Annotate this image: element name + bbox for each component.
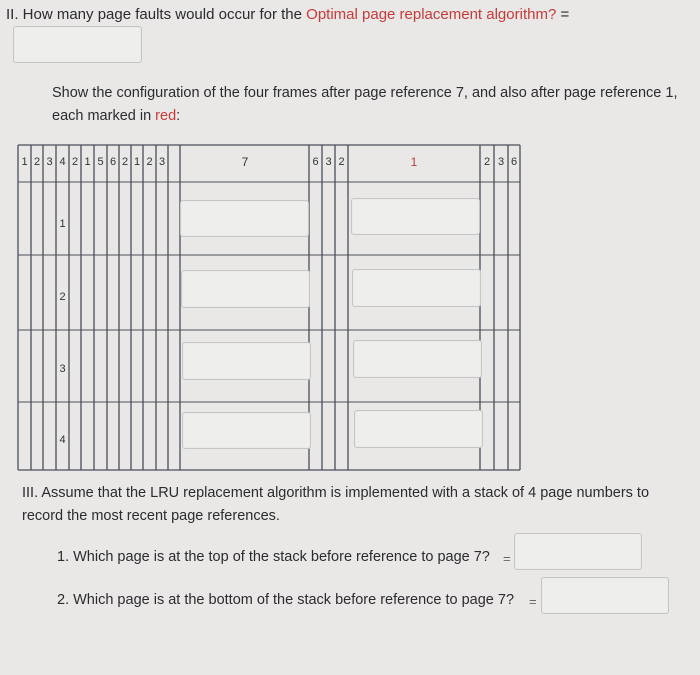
frame-4-after-7-box[interactable] [182, 412, 311, 449]
reference-cell: 1 [84, 156, 91, 168]
instructions-text: Show the configuration of the four frames after page reference 7, and also after page reference 1, each marked in red: [52, 85, 678, 124]
reference-cell: 6 [312, 156, 319, 168]
question-2-text: II. How many page faults would occur for the Optimal page replacement algorithm? = [6, 6, 570, 23]
reference-cell: 3 [325, 156, 332, 168]
frame-1-after-7-box[interactable] [180, 200, 309, 237]
frame-3-after-7-box[interactable] [182, 342, 311, 380]
reference-cell: 1 [21, 156, 28, 168]
equals-sign: = [529, 594, 537, 609]
reference-cell: 6 [109, 156, 117, 168]
marked-reference-1: 1 [410, 155, 418, 169]
top-of-stack-answer-box[interactable] [514, 533, 642, 570]
reference-cell: 3 [158, 156, 166, 168]
optimal-algorithm-highlight: Optimal page replacement algorithm? [306, 6, 557, 23]
reference-cell: 5 [97, 156, 104, 168]
bottom-of-stack-answer-box[interactable] [541, 577, 669, 614]
reference-cell: 1 [133, 156, 141, 168]
frame-cell: 2 [59, 291, 66, 303]
frame-2-after-7-box[interactable] [181, 270, 310, 308]
reference-cell: 2 [483, 156, 491, 168]
frame-2-after-1-box[interactable] [352, 269, 481, 307]
reference-cell: 3 [497, 156, 505, 168]
reference-cell: 6 [510, 156, 518, 168]
reference-cell: 2 [338, 156, 345, 168]
marked-reference-7: 7 [241, 155, 249, 169]
frame-cell: 1 [59, 218, 66, 230]
frame-1-after-1-box[interactable] [351, 198, 480, 235]
question-3-1-text: 1. Which page is at the top of the stack before reference to page 7? [57, 549, 490, 565]
frame-cell: 3 [59, 363, 66, 375]
reference-cell: 2 [33, 156, 41, 168]
frame-4-after-1-box[interactable] [354, 410, 483, 448]
frame-3-after-1-box[interactable] [353, 340, 482, 378]
reference-cell: 2 [146, 156, 153, 168]
equals-sign: = [503, 551, 511, 566]
frame-cell: 4 [59, 434, 66, 446]
red-highlight: red [155, 108, 177, 124]
question-3-2-text: 2. Which page is at the bottom of the stack before reference to page 7? [57, 592, 515, 608]
reference-cell: 3 [46, 156, 53, 168]
reference-cell: 4 [59, 156, 66, 168]
question-3-text: III. Assume that the LRU replacement algorithm is implemented with a stack of 4 page numbers to record the most recent page references. [22, 485, 650, 524]
reference-cell: 2 [121, 156, 129, 168]
reference-cell: 2 [71, 156, 79, 168]
